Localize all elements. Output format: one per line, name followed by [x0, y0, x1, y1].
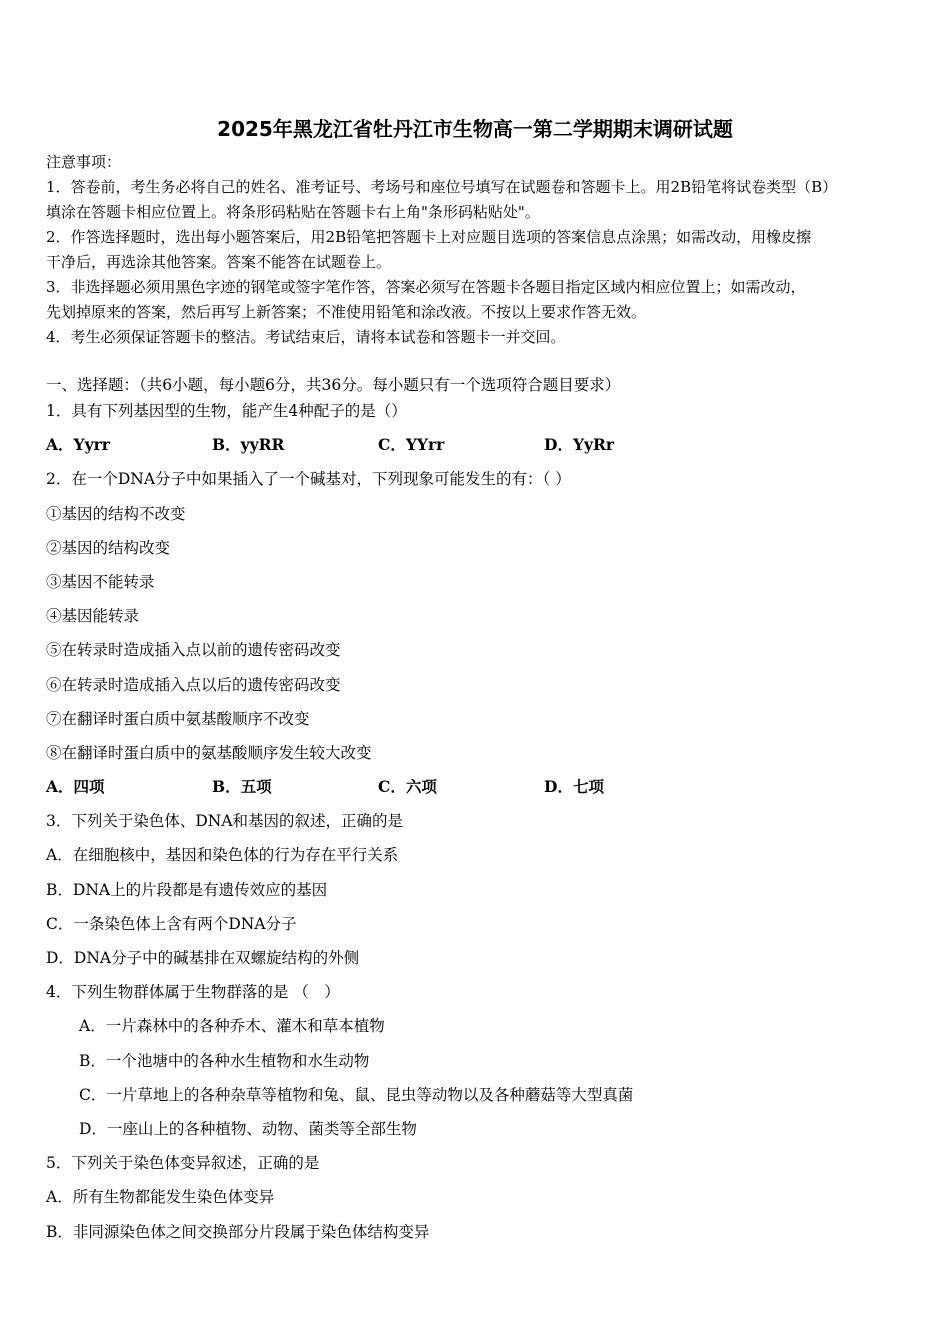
- document-title: 2025年黑龙江省牡丹江市生物高一第二学期期末调研试题: [217, 117, 733, 141]
- question-2-options: [46, 776, 916, 810]
- section-heading: 一、选择题：（共6小题，每小题6分，共36分。每小题只有一个选项符合题目要求）: [46, 376, 621, 394]
- option-b: B．yyRR: [212, 435, 285, 455]
- option-a: A．一片森林中的各种乔木、灌木和草本植物: [79, 1017, 385, 1036]
- option-b: B．一个池塘中的各种水生植物和水生动物: [79, 1051, 370, 1070]
- statement-item: ⑤在转录时造成插入点以前的遗传密码改变: [46, 641, 341, 660]
- option-b: B．五项: [212, 777, 272, 797]
- option-a: A．所有生物都能发生染色体变异: [46, 1188, 275, 1207]
- option-b: B．DNA上的片段都是有遗传效应的基因: [46, 880, 328, 899]
- option-d: D．一座山上的各种植物、动物、菌类等全部生物: [79, 1119, 417, 1138]
- question-2-stem: 2．在一个DNA分子中如果插入了一个碱基对，下列现象可能发生的有：（ ）: [46, 470, 571, 489]
- option-c: C．一条染色体上含有两个DNA分子: [46, 914, 297, 933]
- statement-item: ①基因的结构不改变: [46, 504, 186, 523]
- note-line: 干净后，再选涂其他答案。答案不能答在试题卷上。: [46, 253, 392, 271]
- option-d: D．七项: [544, 777, 604, 797]
- option-c: C．一片草地上的各种杂草等植物和兔、鼠、昆虫等动物以及各种蘑菇等大型真菌: [79, 1085, 634, 1104]
- option-a: A．四项: [46, 777, 105, 797]
- option-a: A．在细胞核中，基因和染色体的行为存在平行关系: [46, 846, 399, 865]
- option-d: D．DNA分子中的碱基排在双螺旋结构的外侧: [46, 949, 360, 967]
- statement-item: ③基因不能转录: [46, 572, 155, 591]
- notes-heading: 注意事项：: [46, 153, 122, 171]
- option-b: B．非同源染色体之间交换部分片段属于染色体结构变异: [46, 1222, 430, 1241]
- note-line: 3．非选择题必须用黑色字迹的钢笔或签字笔作答，答案必须写在答题卡各题目指定区域内相应位置上；如需改动，: [46, 278, 806, 296]
- note-line: 4．考生必须保证答题卡的整洁。考试结束后，请将本试卷和答题卡一并交回。: [46, 328, 566, 346]
- statement-item: ⑧在翻译时蛋白质中的氨基酸顺序发生较大改变: [46, 743, 372, 762]
- note-line: 填涂在答题卡相应位置上。将条形码粘贴在答题卡右上角"条形码粘贴处"。: [46, 203, 540, 221]
- question-1-stem: 1．具有下列基因型的生物，能产生4种配子的是（）: [46, 402, 407, 420]
- statement-item: ⑦在翻译时蛋白质中氨基酸顺序不改变: [46, 709, 310, 728]
- question-1-options: [46, 434, 916, 468]
- question-5-stem: 5．下列关于染色体变异叙述，正确的是: [46, 1154, 320, 1173]
- option-d: D．YyRr: [544, 435, 615, 455]
- statement-item: ④基因能转录: [46, 607, 140, 626]
- option-a: A．Yyrr: [46, 435, 110, 455]
- questions: [46, 374, 916, 1255]
- statement-item: ⑥在转录时造成插入点以后的遗传密码改变: [46, 675, 341, 694]
- note-line: 1．答卷前，考生务必将自己的姓名、准考证号、考场号和座位号填写在试题卷和答题卡上。用2B铅笔将试卷类型（B）: [46, 178, 838, 196]
- question-4-stem: 4．下列生物群体属于生物群落的是 （ ）: [46, 983, 340, 1002]
- note-line: 2．作答选择题时，选出每小题答案后，用2B铅笔把答题卡上对应题目选项的答案信息点涂黑；如需改动，用橡皮擦: [46, 228, 812, 246]
- option-c: C．六项: [378, 777, 437, 797]
- option-c: C．YYrr: [378, 435, 445, 455]
- question-3-stem: 3．下列关于染色体、DNA和基因的叙述，正确的是: [46, 812, 404, 831]
- notes-section: [46, 150, 908, 350]
- statement-item: ②基因的结构改变: [46, 538, 171, 557]
- note-line: 先划掉原来的答案，然后再写上新答案；不准使用铅笔和涂改液。不按以上要求作答无效。: [46, 303, 647, 321]
